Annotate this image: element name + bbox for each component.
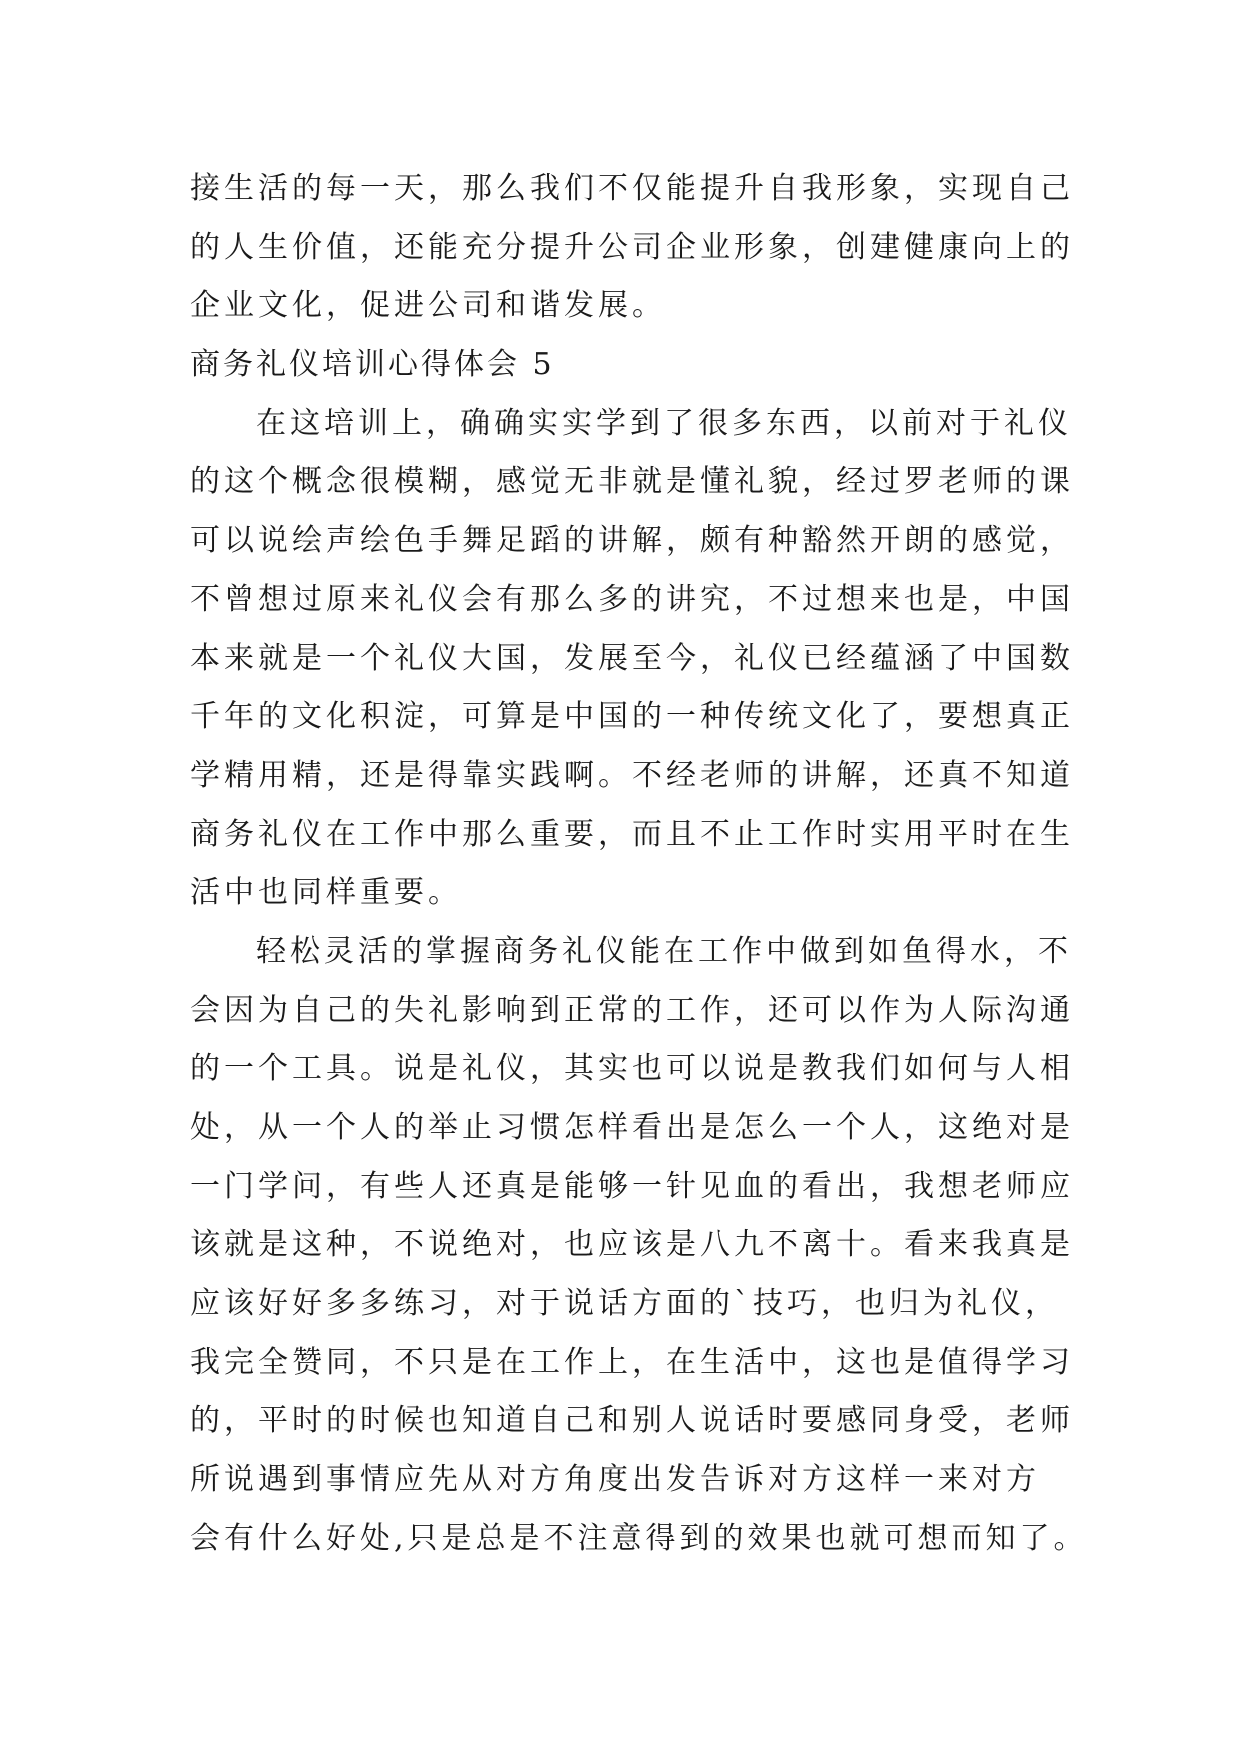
text-line: 应该好好多多练习，对于说话方面的`技巧，也归为礼仪，: [190, 1286, 1059, 1322]
text-line: 千年的文化积淀，可算是中国的一种传统文化了，要想真正: [190, 699, 1074, 735]
text-line: 我完全赞同，不只是在工作上，在生活中，这也是值得学习: [190, 1344, 1074, 1380]
paragraph-2: [190, 923, 1088, 1569]
text-line: 该就是这种，不说绝对，也应该是八九不离十。看来我真是: [190, 1227, 1074, 1263]
text-line: 在这培训上，确确实实学到了很多东西，以前对于礼仪: [256, 405, 1072, 441]
text-line: 的，平时的时候也知道自己和别人说话时要感同身受，老师: [190, 1403, 1074, 1439]
section-title: 商务礼仪培训心得体会 5: [190, 347, 555, 383]
text-line: 企业文化，促进公司和谐发展。: [190, 288, 666, 324]
text-line: 会有什么好处,只是总是不注意得到的效果也就可想而知了。: [190, 1520, 1088, 1556]
text-line: 学精用精，还是得靠实践啊。不经老师的讲解，还真不知道: [190, 757, 1074, 793]
text-line: 本来就是一个礼仪大国，发展至今，礼仪已经蕴涵了中国数: [190, 640, 1074, 676]
text-line: 接生活的每一天，那么我们不仅能提升自我形象，实现自己: [190, 171, 1074, 206]
text-line: 活中也同样重要。: [190, 875, 462, 911]
text-line: 的这个概念很模糊，感觉无非就是懂礼貌，经过罗老师的课: [190, 464, 1074, 500]
text-line: 一门学问，有些人还真是能够一针见血的看出，我想老师应: [190, 1168, 1074, 1204]
text-line: 商务礼仪在工作中那么重要，而且不止工作时实用平时在生: [190, 816, 1074, 852]
text-line: 所说遇到事情应先从对方角度出发告诉对方这样一来对方: [190, 1462, 1040, 1498]
text-line: 处，从一个人的举止习惯怎样看出是怎么一个人，这绝对是: [190, 1110, 1074, 1145]
text-line: 轻松灵活的掌握商务礼仪能在工作中做到如鱼得水，不: [256, 933, 1072, 969]
text-line: 的人生价值，还能充分提升公司企业形象，创建健康向上的: [190, 229, 1074, 265]
text-line: 可以说绘声绘色手舞足蹈的讲解，颇有种豁然开朗的感觉，: [190, 523, 1074, 559]
paragraph-1: [190, 395, 1074, 923]
text-line: 不曾想过原来礼仪会有那么多的讲究，不过想来也是，中国: [190, 581, 1074, 617]
text-line: 会因为自己的失礼影响到正常的工作，还可以作为人际沟通: [190, 992, 1074, 1028]
intro-paragraph: [190, 160, 1074, 336]
text-line: 的一个工具。说是礼仪，其实也可以说是教我们如何与人相: [190, 1051, 1074, 1087]
document-page: [190, 160, 1088, 1569]
